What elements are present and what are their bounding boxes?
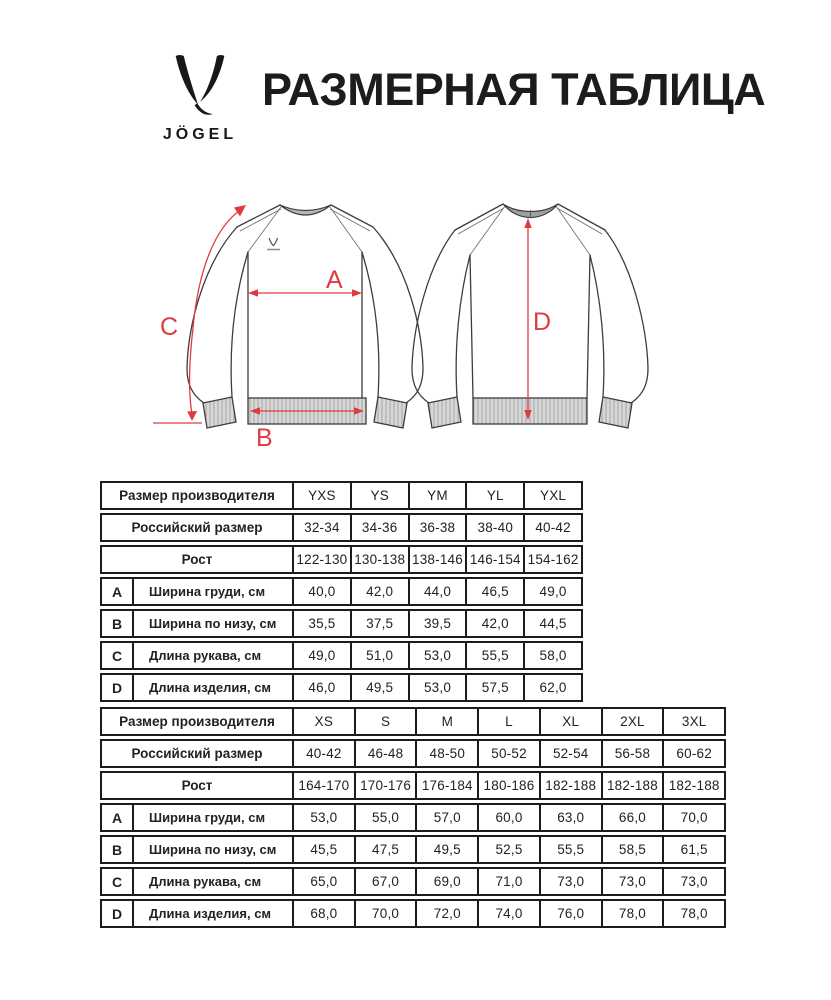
- measurement-value-cell: 74,0: [477, 901, 539, 926]
- size-value-cell: 2XL: [601, 709, 663, 734]
- dimension-d-label: D: [533, 308, 552, 336]
- size-value-cell: 40-42: [292, 741, 354, 766]
- measurement-value-cell: 44,5: [523, 611, 581, 636]
- table-row: [100, 707, 726, 736]
- table-row: [100, 739, 726, 768]
- dimension-letter-cell: C: [111, 873, 123, 890]
- measurement-value-cell: 47,5: [354, 837, 416, 862]
- size-value-cell: 138-146: [408, 547, 466, 572]
- measurement-value-cell: 52,5: [477, 837, 539, 862]
- dimension-a: [248, 266, 362, 297]
- size-table-adult: [100, 707, 726, 931]
- back-view: [412, 204, 648, 428]
- dimension-letter-cell: A: [111, 583, 123, 600]
- measurement-value-cell: 58,5: [601, 837, 663, 862]
- table-row: [100, 545, 583, 574]
- measurement-value-cell: 55,5: [465, 643, 523, 668]
- dimension-label-cell: Длина рукава, см: [132, 869, 292, 894]
- measurement-value-cell: 68,0: [292, 901, 354, 926]
- measurement-value-cell: 45,5: [292, 837, 354, 862]
- measurement-value-cell: 49,0: [292, 643, 350, 668]
- measurement-value-cell: 57,0: [415, 805, 477, 830]
- measurement-value-cell: 44,0: [408, 579, 466, 604]
- measurement-value-cell: 46,5: [465, 579, 523, 604]
- size-value-cell: 182-188: [539, 773, 601, 798]
- measurement-value-cell: 69,0: [415, 869, 477, 894]
- measurement-value-cell: 63,0: [539, 805, 601, 830]
- dimension-letter-cell: D: [111, 679, 123, 696]
- measurement-value-cell: 70,0: [354, 901, 416, 926]
- measurement-value-cell: 61,5: [662, 837, 724, 862]
- measurement-value-cell: 55,5: [539, 837, 601, 862]
- dimension-label-cell: Ширина по низу, см: [132, 837, 292, 862]
- measurement-value-cell: 67,0: [354, 869, 416, 894]
- dimension-b-label: B: [256, 424, 273, 452]
- measurement-value-cell: 42,0: [350, 579, 408, 604]
- size-value-cell: 60-62: [662, 741, 724, 766]
- size-value-cell: S: [354, 709, 416, 734]
- table-row: [100, 899, 726, 928]
- table-row: [100, 641, 583, 670]
- size-value-cell: 164-170: [292, 773, 354, 798]
- measurement-value-cell: 71,0: [477, 869, 539, 894]
- size-value-cell: 146-154: [465, 547, 523, 572]
- size-value-cell: 182-188: [662, 773, 724, 798]
- measurement-value-cell: 53,0: [408, 675, 466, 700]
- size-value-cell: 48-50: [415, 741, 477, 766]
- row-header-label: Размер производителя: [119, 488, 275, 503]
- dimension-letter-cell: D: [111, 905, 123, 922]
- measurement-value-cell: 73,0: [539, 869, 601, 894]
- size-value-cell: XL: [539, 709, 601, 734]
- size-value-cell: 38-40: [465, 515, 523, 540]
- jogel-logo-icon: [173, 52, 227, 122]
- size-value-cell: 130-138: [350, 547, 408, 572]
- chest-logo-icon: [269, 238, 278, 246]
- size-value-cell: YS: [350, 483, 408, 508]
- measurement-value-cell: 60,0: [477, 805, 539, 830]
- brand-logo: [148, 52, 252, 144]
- page-title: РАЗМЕРНАЯ ТАБЛИЦА: [262, 64, 766, 115]
- measurement-value-cell: 76,0: [539, 901, 601, 926]
- measurement-value-cell: 78,0: [601, 901, 663, 926]
- size-value-cell: YL: [465, 483, 523, 508]
- dimension-label-cell: Ширина груди, см: [132, 579, 292, 604]
- row-header-label: Российский размер: [131, 520, 263, 535]
- dimension-letter-cell: B: [111, 615, 123, 632]
- table-row: [100, 609, 583, 638]
- row-header-label: Рост: [181, 778, 213, 793]
- dimension-letter-cell: A: [111, 809, 123, 826]
- dimension-a-label: A: [326, 266, 343, 294]
- front-view: [187, 205, 423, 428]
- measurement-value-cell: 62,0: [523, 675, 581, 700]
- sweatshirt-measurement-diagram: [140, 178, 715, 470]
- measurement-value-cell: 57,5: [465, 675, 523, 700]
- size-value-cell: 40-42: [523, 515, 581, 540]
- measurement-value-cell: 70,0: [662, 805, 724, 830]
- size-value-cell: 3XL: [662, 709, 724, 734]
- table-row: [100, 673, 583, 702]
- dimension-label-cell: Длина изделия, см: [132, 901, 292, 926]
- measurement-value-cell: 37,5: [350, 611, 408, 636]
- size-value-cell: L: [477, 709, 539, 734]
- table-row: [100, 513, 583, 542]
- size-value-cell: YM: [408, 483, 466, 508]
- dimension-label-cell: Ширина по низу, см: [132, 611, 292, 636]
- row-header-label: Рост: [181, 552, 213, 567]
- measurement-value-cell: 53,0: [408, 643, 466, 668]
- row-header-label: Размер производителя: [119, 714, 275, 729]
- measurement-value-cell: 73,0: [601, 869, 663, 894]
- dimension-letter-cell: C: [111, 647, 123, 664]
- size-value-cell: YXL: [523, 483, 581, 508]
- size-value-cell: 50-52: [477, 741, 539, 766]
- table-row: [100, 771, 726, 800]
- table-row: [100, 803, 726, 832]
- measurement-value-cell: 65,0: [292, 869, 354, 894]
- size-value-cell: XS: [292, 709, 354, 734]
- dimension-d: [524, 218, 551, 420]
- measurement-value-cell: 49,0: [523, 579, 581, 604]
- size-value-cell: 32-34: [292, 515, 350, 540]
- measurement-value-cell: 42,0: [465, 611, 523, 636]
- measurement-value-cell: 51,0: [350, 643, 408, 668]
- table-row: [100, 481, 583, 510]
- measurement-value-cell: 46,0: [292, 675, 350, 700]
- size-value-cell: YXS: [292, 483, 350, 508]
- size-value-cell: 36-38: [408, 515, 466, 540]
- size-value-cell: M: [415, 709, 477, 734]
- measurement-value-cell: 55,0: [354, 805, 416, 830]
- size-value-cell: 170-176: [354, 773, 416, 798]
- dimension-label-cell: Длина изделия, см: [132, 675, 292, 700]
- table-row: [100, 577, 583, 606]
- size-value-cell: 154-162: [523, 547, 581, 572]
- size-value-cell: 122-130: [292, 547, 350, 572]
- size-value-cell: 56-58: [601, 741, 663, 766]
- measurement-value-cell: 49,5: [415, 837, 477, 862]
- size-table-youth: [100, 481, 583, 705]
- measurement-value-cell: 58,0: [523, 643, 581, 668]
- table-row: [100, 835, 726, 864]
- measurement-value-cell: 40,0: [292, 579, 350, 604]
- size-value-cell: 176-184: [415, 773, 477, 798]
- dimension-letter-cell: B: [111, 841, 123, 858]
- dimension-label-cell: Ширина груди, см: [132, 805, 292, 830]
- measurement-value-cell: 35,5: [292, 611, 350, 636]
- size-value-cell: 46-48: [354, 741, 416, 766]
- measurement-value-cell: 72,0: [415, 901, 477, 926]
- measurement-value-cell: 78,0: [662, 901, 724, 926]
- row-header-label: Российский размер: [131, 746, 263, 761]
- measurement-value-cell: 73,0: [662, 869, 724, 894]
- brand-logo-text: JÖGEL: [162, 126, 238, 143]
- size-value-cell: 180-186: [477, 773, 539, 798]
- dimension-label-cell: Длина рукава, см: [132, 643, 292, 668]
- table-row: [100, 867, 726, 896]
- size-value-cell: 182-188: [601, 773, 663, 798]
- measurement-value-cell: 66,0: [601, 805, 663, 830]
- dimension-c-label: C: [160, 313, 179, 341]
- size-value-cell: 34-36: [350, 515, 408, 540]
- size-value-cell: 52-54: [539, 741, 601, 766]
- measurement-value-cell: 53,0: [292, 805, 354, 830]
- measurement-value-cell: 39,5: [408, 611, 466, 636]
- measurement-value-cell: 49,5: [350, 675, 408, 700]
